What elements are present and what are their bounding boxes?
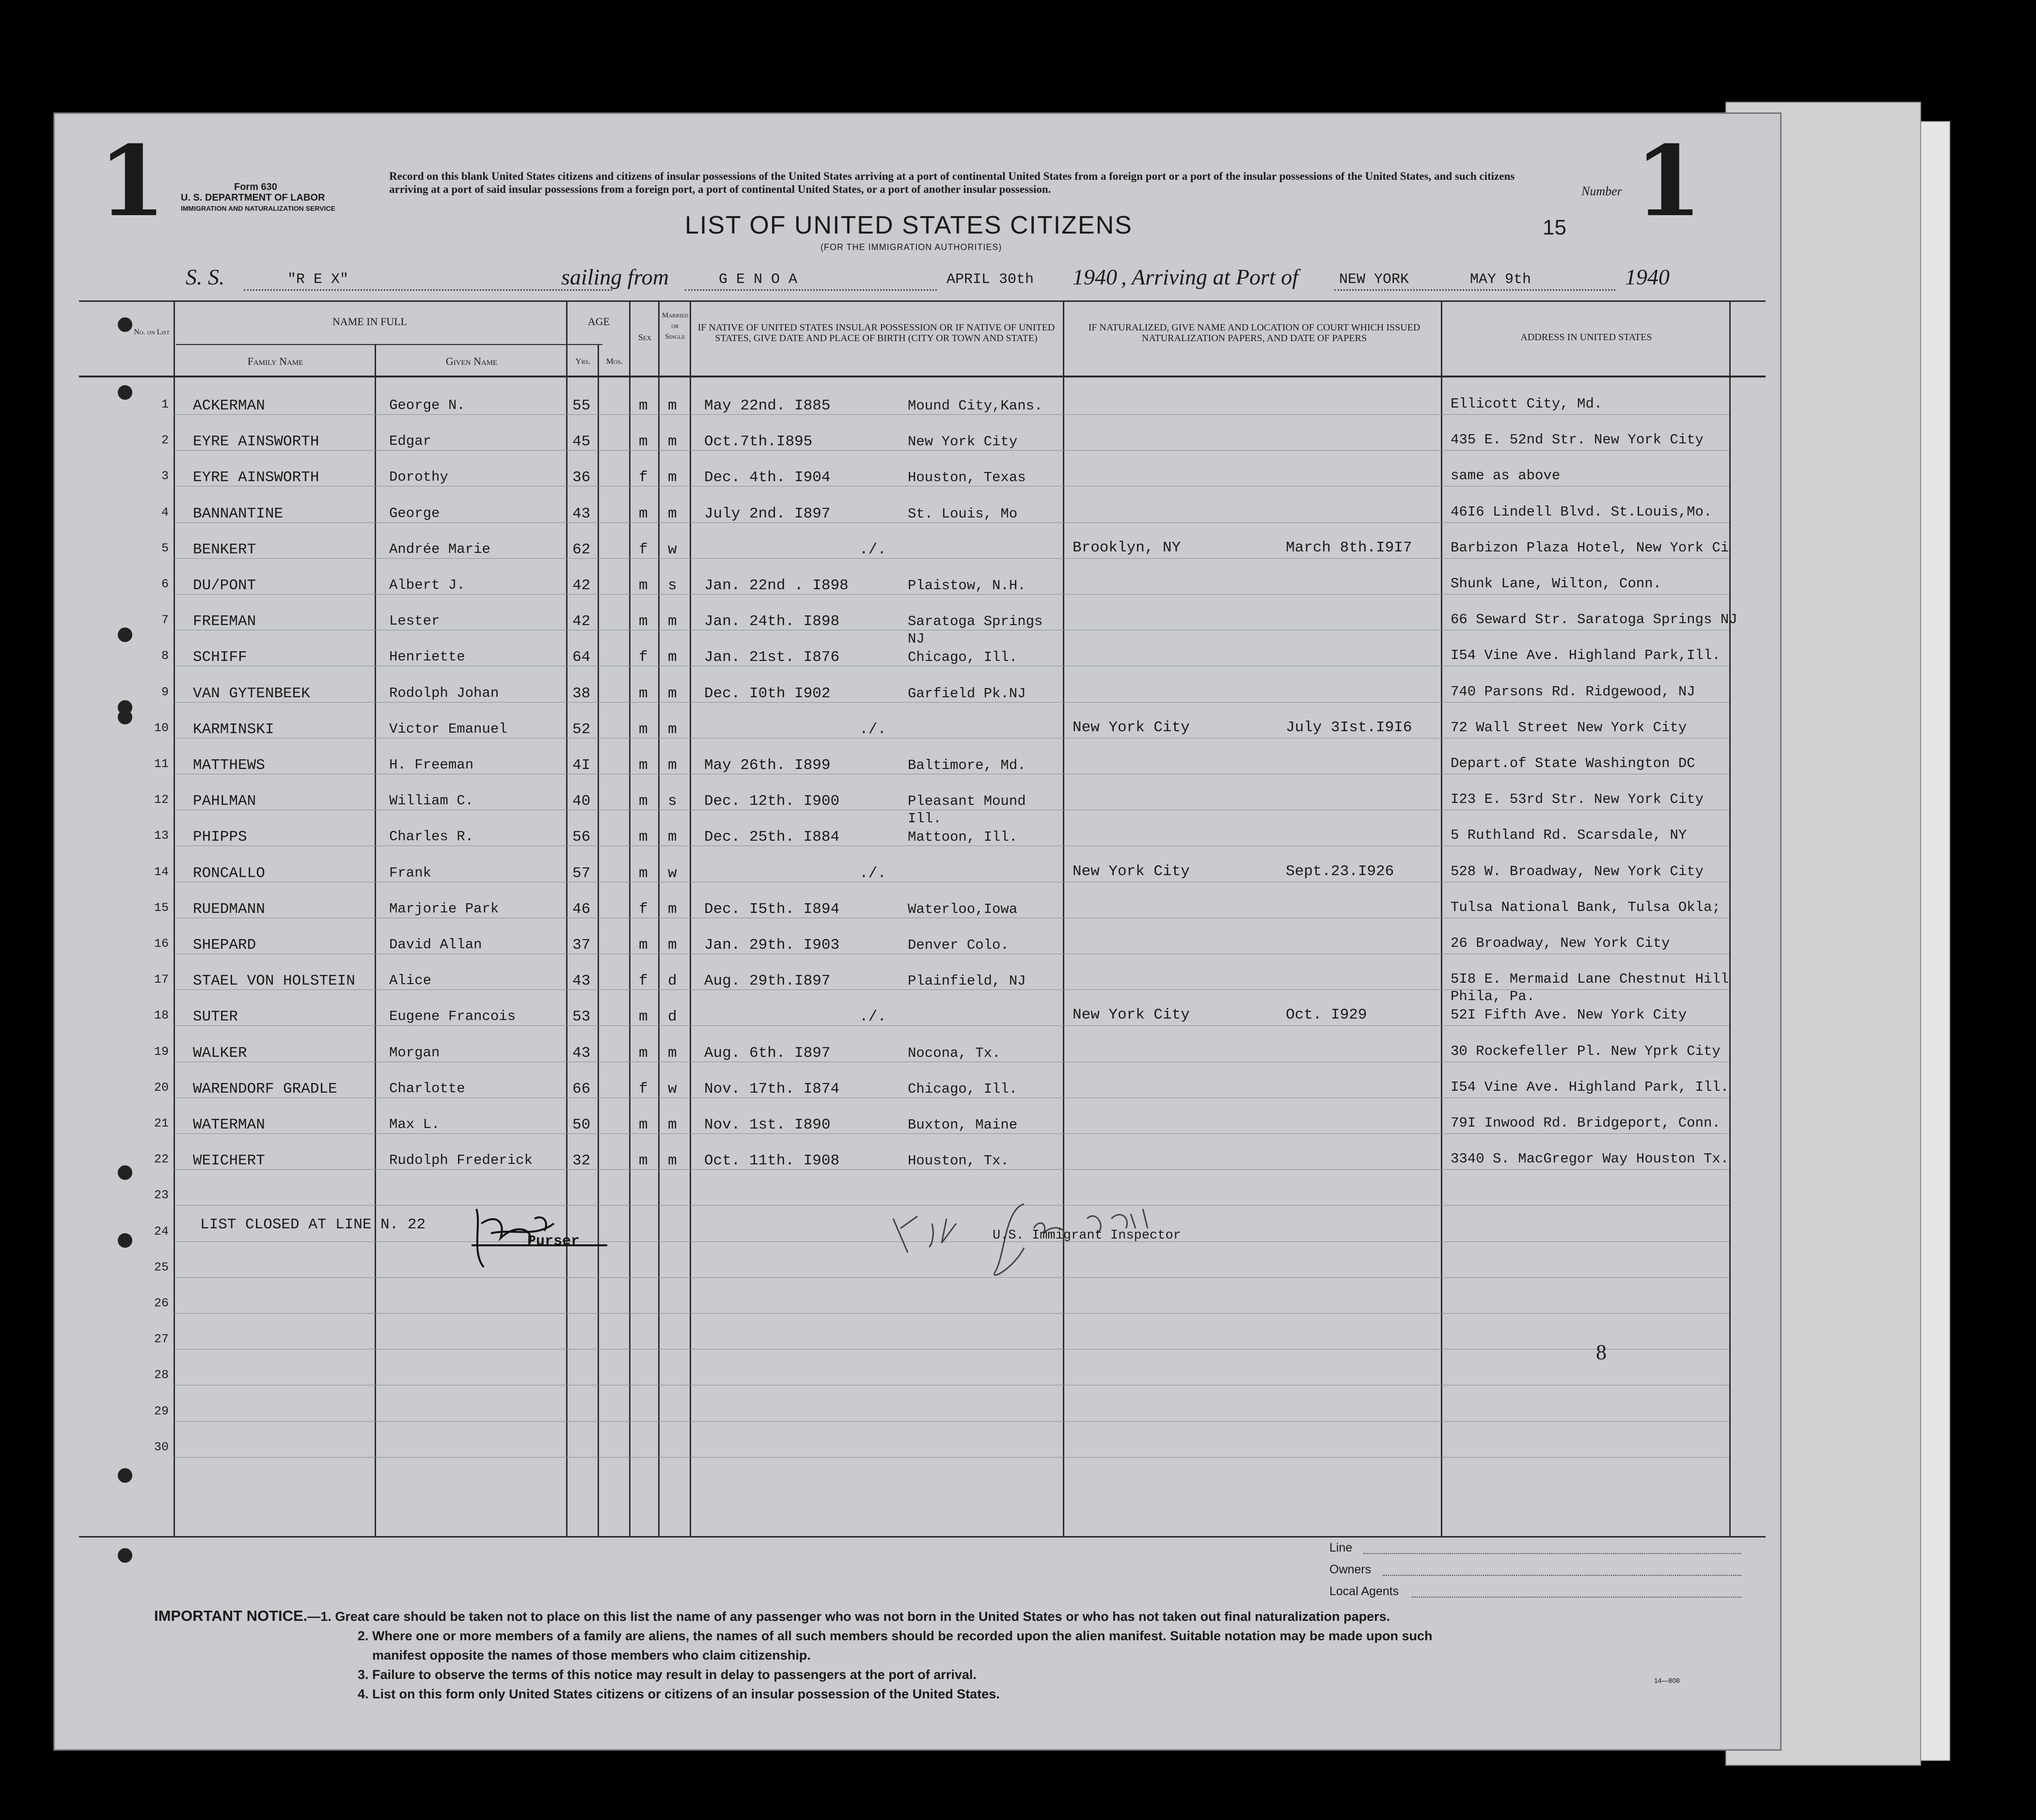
birth-date: Dec. I5th. I894 — [704, 900, 840, 918]
birth-date: Nov. 17th. I874 — [704, 1080, 840, 1098]
sex: m — [639, 1008, 648, 1026]
birth-date: July 2nd. I897 — [704, 505, 831, 522]
birth-date: Aug. 29th.I897 — [704, 973, 831, 990]
row-number: 28 — [154, 1368, 169, 1382]
sex: m — [639, 397, 648, 414]
address: 46I6 Lindell Blvd. St.Louis,Mo. — [1451, 503, 1712, 520]
row-number: 9 — [161, 685, 169, 699]
naturalization-court: New York City — [1073, 719, 1190, 736]
family-name: PHIPPS — [193, 829, 247, 846]
row-number: 30 — [154, 1440, 169, 1454]
age-years: 53 — [572, 1008, 591, 1026]
given-name: Andrée Marie — [389, 541, 490, 557]
binder-hole — [118, 317, 132, 332]
notice-item-3: 3. Failure to observe the terms of this notice may result in delay to passengers at the port of arrival. — [358, 1667, 977, 1682]
col-married: Married or Single — [662, 312, 689, 341]
sex: m — [639, 864, 648, 882]
birth-place: Waterloo,Iowa — [908, 901, 1018, 917]
age-years: 36 — [572, 469, 591, 486]
row-number: 15 — [154, 900, 169, 915]
given-name: Albert J. — [389, 577, 465, 593]
age-years: 43 — [572, 1044, 591, 1062]
birth-date: Dec. 25th. I884 — [704, 829, 840, 846]
family-name: PAHLMAN — [193, 793, 256, 810]
date-from: APRIL 30th — [947, 271, 1034, 288]
family-name: FREEMAN — [193, 613, 256, 630]
row-number: 19 — [154, 1044, 169, 1059]
port-to: NEW YORK — [1339, 271, 1409, 288]
age-years: 32 — [572, 1152, 591, 1170]
col-address: ADDRESS IN UNITED STATES — [1520, 332, 1652, 343]
birth-date: Oct.7th.I895 — [704, 433, 813, 451]
family-name: DU/PONT — [193, 577, 256, 594]
row-number: 11 — [154, 757, 169, 771]
row-number: 8 — [161, 649, 169, 663]
col-given: Given Name — [445, 355, 498, 367]
marital-status: m — [668, 937, 677, 954]
address: Shunk Lane, Wilton, Conn. — [1451, 576, 1662, 592]
sex: f — [639, 469, 648, 486]
birth-place: Mound City,Kans. — [908, 398, 1043, 414]
col-name-full: NAME IN FULL — [332, 315, 407, 328]
row-number: 25 — [154, 1260, 169, 1274]
marital-status: d — [668, 1008, 677, 1026]
sex: m — [639, 1152, 648, 1170]
birth-place: Garfield Pk.NJ — [908, 685, 1026, 702]
birth-date: Jan. 24th. I898 — [704, 613, 840, 630]
col-mos: Mos. — [606, 357, 623, 366]
owners-label: Owners — [1329, 1563, 1372, 1576]
given-name: Rodolph Johan — [389, 685, 499, 701]
marital-status: m — [668, 1116, 677, 1133]
age-years: 4I — [572, 757, 591, 774]
birth-place: Denver Colo. — [908, 937, 1009, 953]
row-number: 5 — [161, 541, 169, 555]
given-name: Dorothy — [389, 469, 448, 486]
family-name: STAEL VON HOLSTEIN — [193, 973, 355, 990]
row-number: 10 — [154, 721, 169, 735]
address: I54 Vine Ave. Highland Park,Ill. — [1451, 647, 1720, 664]
birth-date: May 26th. I899 — [704, 757, 831, 774]
marital-status: d — [668, 973, 677, 990]
birth-place: Chicago, Ill. — [908, 649, 1018, 666]
row-rule — [174, 1025, 1729, 1026]
address: 5 Ruthland Rd. Scarsdale, NY — [1451, 827, 1687, 844]
naturalization-court: Brooklyn, NY — [1073, 539, 1181, 556]
age-years: 62 — [572, 541, 591, 558]
page-mark: 8 — [1596, 1340, 1607, 1364]
binder-hole — [118, 1165, 132, 1180]
address: 5I8 E. Mermaid Lane Chestnut Hill Phila, Pa. — [1451, 971, 1729, 1005]
address: 66 Seward Str. Saratoga Springs NJ — [1451, 612, 1737, 628]
age-years: 42 — [572, 577, 591, 594]
marital-status: m — [668, 433, 677, 451]
marital-status: w — [668, 864, 677, 882]
age-years: 37 — [572, 937, 591, 954]
family-name: EYRE AINSWORTH — [193, 469, 319, 486]
col-native: IF NATIVE OF UNITED STATES INSULAR POSSESSION OR IF NATIVE OF UNITED STATES, GIVE DATE AND PLACE OF BIRTH (CITY OR TOWN AND STATE) — [697, 322, 1055, 344]
row-number: 17 — [154, 973, 169, 987]
row-number: 24 — [154, 1224, 169, 1239]
sailing-label: sailing from — [561, 265, 669, 289]
sex: f — [639, 973, 648, 990]
marital-status: m — [668, 505, 677, 522]
marital-status: s — [668, 577, 677, 594]
family-name: EYRE AINSWORTH — [193, 433, 319, 451]
marital-status: w — [668, 1080, 677, 1098]
sheet-number: 15 — [1543, 216, 1566, 239]
given-name: Victor Emanuel — [389, 721, 507, 737]
col-family: Family Name — [247, 355, 303, 367]
birth-date: May 22nd. I885 — [704, 397, 831, 414]
arriving-label: , Arriving at Port of — [1121, 265, 1298, 289]
family-name: ACKERMAN — [193, 397, 265, 414]
given-name: Edgar — [389, 433, 432, 450]
line-label: Line — [1329, 1541, 1353, 1554]
marital-status: m — [668, 469, 677, 486]
form-id — [181, 182, 335, 214]
page-subtitle: (FOR THE IMMIGRATION AUTHORITIES) — [821, 242, 1002, 252]
address: 26 Broadway, New York City — [1451, 935, 1670, 951]
sex: m — [639, 793, 648, 810]
binder-hole — [118, 628, 132, 642]
given-name: William C. — [389, 793, 474, 809]
sex: m — [639, 1116, 648, 1133]
given-name: George — [389, 505, 440, 521]
age-years: 66 — [572, 1080, 591, 1098]
family-name: RONCALLO — [193, 864, 265, 882]
family-name: KARMINSKI — [193, 721, 274, 738]
year-from: 1940 — [1073, 265, 1117, 289]
row-number: 7 — [161, 613, 169, 628]
row-rule — [174, 1457, 1729, 1458]
birth-date: Jan. 22nd . I898 — [704, 577, 849, 594]
date-to: MAY 9th — [1470, 271, 1531, 288]
sex: m — [639, 757, 648, 774]
row-number: 16 — [154, 937, 169, 951]
notice-heading: IMPORTANT NOTICE. — [154, 1607, 308, 1624]
family-name: SCHIFF — [193, 649, 247, 666]
given-name: Alice — [389, 973, 432, 989]
family-name: RUEDMANN — [193, 900, 265, 918]
address: 528 W. Broadway, New York City — [1451, 863, 1704, 879]
form-no: Form 630 — [234, 182, 277, 192]
birth-date: ./. — [859, 721, 886, 738]
given-name: Charlotte — [389, 1080, 465, 1097]
row-number: 2 — [161, 433, 169, 448]
naturalization-date: March 8th.I9I7 — [1286, 539, 1412, 556]
given-name: David Allan — [389, 937, 482, 953]
naturalization-court: New York City — [1073, 863, 1190, 880]
row-rule — [174, 1313, 1729, 1314]
marital-status: m — [668, 1044, 677, 1062]
birth-date: Dec. I0th I902 — [704, 685, 831, 702]
sex: m — [639, 577, 648, 594]
marital-status: m — [668, 685, 677, 702]
age-years: 55 — [572, 397, 591, 414]
number-label: Number — [1581, 184, 1622, 198]
birth-place: Buxton, Maine — [908, 1117, 1018, 1133]
address: 435 E. 52nd Str. New York City — [1451, 432, 1704, 448]
row-number: 26 — [154, 1296, 169, 1310]
sex: m — [639, 1044, 648, 1062]
address: I54 Vine Ave. Highland Park, Ill. — [1451, 1079, 1729, 1095]
given-name: George N. — [389, 397, 465, 413]
birth-date: Oct. 11th. I908 — [704, 1152, 840, 1170]
age-years: 40 — [572, 793, 591, 810]
binder-hole — [118, 385, 132, 400]
port-from: G E N O A — [719, 271, 798, 288]
age-years: 43 — [572, 973, 591, 990]
birth-date: Dec. 12th. I900 — [704, 793, 840, 810]
birth-date: Nov. 1st. I890 — [704, 1116, 831, 1133]
row-number: 27 — [154, 1332, 169, 1347]
naturalization-date: Sept.23.I926 — [1286, 863, 1394, 880]
birth-place: Plainfield, NJ — [908, 973, 1026, 989]
binder-hole — [118, 1233, 132, 1248]
family-name: BANNANTINE — [193, 505, 284, 522]
birth-place: Mattoon, Ill. — [908, 829, 1018, 846]
naturalization-court: New York City — [1073, 1006, 1190, 1024]
marital-status: m — [668, 829, 677, 846]
col-naturalized: IF NATURALIZED, GIVE NAME AND LOCATION OF COURT WHICH ISSUED NATURALIZATION PAPERS, AND DATE OF PAPERS — [1088, 322, 1420, 344]
given-name: Morgan — [389, 1044, 440, 1061]
address: 30 Rockefeller Pl. New Yprk City — [1451, 1043, 1720, 1059]
birth-place: Houston, Tx. — [908, 1153, 1009, 1169]
binder-hole — [118, 1468, 132, 1483]
family-name: BENKERT — [193, 541, 256, 558]
birth-date: Jan. 21st. I876 — [704, 649, 840, 666]
col-no: No. on List — [134, 328, 170, 336]
address: I23 E. 53rd Str. New York City — [1451, 791, 1704, 808]
list-closed: LIST CLOSED AT LINE N. 22 — [200, 1216, 426, 1233]
given-name: Charles R. — [389, 829, 474, 845]
age-years: 43 — [572, 505, 591, 522]
naturalization-date: July 3Ist.I9I6 — [1286, 719, 1412, 736]
given-name: Henriette — [389, 649, 465, 665]
sex: m — [639, 721, 648, 738]
sex: m — [639, 433, 648, 451]
given-name: Lester — [389, 613, 440, 629]
notice-item-2b: manifest opposite the names of those members who claim citizenship. — [372, 1648, 811, 1663]
marital-status: s — [668, 793, 677, 810]
notice-item-4: 4. List on this form only United States citizens or citizens of an insular possession of the United States. — [358, 1687, 1000, 1701]
row-rule — [174, 558, 1729, 559]
row-rule — [174, 1421, 1729, 1422]
row-number: 14 — [154, 864, 169, 879]
notice-item-1: —1. Great care should be taken not to place on this list the name of any passenger who was not born in the United States or who has not taken out final naturalization papers. — [307, 1609, 1390, 1624]
sex: m — [639, 829, 648, 846]
sex: f — [639, 900, 648, 918]
birth-date: Jan. 29th. I903 — [704, 937, 840, 954]
service: IMMIGRATION AND NATURALIZATION SERVICE — [181, 204, 335, 212]
address: Ellicott City, Md. — [1451, 396, 1603, 412]
marital-status: m — [668, 900, 677, 918]
purser-label: Purser — [527, 1233, 580, 1250]
sex: m — [639, 505, 648, 522]
col-age: AGE — [587, 315, 610, 328]
marital-status: m — [668, 649, 677, 666]
birth-place: Plaistow, N.H. — [908, 578, 1026, 594]
row-number: 18 — [154, 1008, 169, 1023]
address: same as above — [1451, 468, 1561, 484]
row-number: 20 — [154, 1080, 169, 1095]
local-agents-label: Local Agents — [1329, 1585, 1399, 1598]
page-title: LIST OF UNITED STATES CITIZENS — [685, 211, 1133, 239]
form-number-left: 1 — [98, 125, 166, 238]
age-years: 56 — [572, 829, 591, 846]
birth-date: ./. — [859, 1008, 886, 1026]
year-to: 1940 — [1625, 265, 1670, 289]
col-yrs: Yrs. — [575, 357, 591, 366]
age-years: 38 — [572, 685, 591, 702]
birth-date: ./. — [859, 541, 886, 558]
col-sex: Sex — [638, 332, 652, 342]
birth-place: St. Louis, Mo — [908, 505, 1018, 522]
family-name: WALKER — [193, 1044, 247, 1062]
address: Tulsa National Bank, Tulsa Okla; — [1451, 899, 1720, 915]
address: Depart.of State Washington DC — [1451, 755, 1695, 771]
row-number: 12 — [154, 793, 169, 807]
ship-name: "R E X" — [287, 271, 349, 288]
form-code: 14—808 — [1654, 1677, 1680, 1684]
given-name: Frank — [389, 864, 432, 881]
family-name: MATTHEWS — [193, 757, 265, 774]
family-name: WEICHERT — [193, 1152, 265, 1170]
birth-place: Pleasant Mound Ill. — [908, 793, 1026, 827]
birth-date: ./. — [859, 864, 886, 882]
birth-place: Nocona, Tx. — [908, 1045, 1001, 1061]
family-name: SUTER — [193, 1008, 238, 1026]
address: 52I Fifth Ave. New York City — [1451, 1007, 1687, 1023]
row-number: 6 — [161, 577, 169, 591]
given-name: Max L. — [389, 1116, 440, 1132]
sex: m — [639, 685, 648, 702]
binder-hole — [118, 1548, 132, 1563]
given-name: Eugene Francois — [389, 1008, 516, 1025]
ss-label: S. S. — [186, 265, 225, 289]
marital-status: m — [668, 757, 677, 774]
given-name: Marjorie Park — [389, 900, 499, 917]
family-name: WARENDORF GRADLE — [193, 1080, 337, 1098]
given-name: H. Freeman — [389, 757, 474, 773]
address: Barbizon Plaza Hotel, New York Ci — [1451, 539, 1729, 556]
row-number: 22 — [154, 1152, 169, 1167]
marital-status: m — [668, 1152, 677, 1170]
address: 79I Inwood Rd. Bridgeport, Conn. — [1451, 1115, 1720, 1131]
row-number: 1 — [161, 397, 169, 411]
address: 72 Wall Street New York City — [1451, 719, 1687, 736]
sex: f — [639, 1080, 648, 1098]
marital-status: m — [668, 613, 677, 630]
address: 740 Parsons Rd. Ridgewood, NJ — [1451, 683, 1695, 700]
age-years: 45 — [572, 433, 591, 451]
age-years: 57 — [572, 864, 591, 882]
row-number: 23 — [154, 1188, 169, 1203]
sex: f — [639, 649, 648, 666]
sex: f — [639, 541, 648, 558]
record-instructions: Record on this blank United States citizens and citizens of insular possessions of the United States arriving at a port of continental United States from a foreign port or a port of the insular possessions of the United States, and such citizens arriving at a port of said insular possessions from a foreign port, a port of continental United States, or a port of another insular possession. — [389, 170, 1515, 195]
manifest-page — [53, 112, 1782, 1751]
family-name: SHEPARD — [193, 937, 256, 954]
birth-date: Aug. 6th. I897 — [704, 1044, 831, 1062]
age-years: 64 — [572, 649, 591, 666]
row-number: 4 — [161, 505, 169, 519]
age-years: 46 — [572, 900, 591, 918]
age-years: 50 — [572, 1116, 591, 1133]
birth-place: Saratoga Springs NJ — [908, 613, 1043, 647]
naturalization-date: Oct. I929 — [1286, 1006, 1367, 1024]
given-name: Rudolph Frederick — [389, 1152, 533, 1169]
birth-place: Houston, Texas — [908, 470, 1026, 486]
binder-hole — [118, 710, 132, 724]
age-years: 52 — [572, 721, 591, 738]
row-number: 13 — [154, 829, 169, 843]
row-number: 21 — [154, 1116, 169, 1130]
birth-place: New York City — [908, 434, 1018, 450]
sex: m — [639, 937, 648, 954]
marital-status: w — [668, 541, 677, 558]
marital-status: m — [668, 397, 677, 414]
important-notice — [154, 1606, 1433, 1704]
birth-place: Baltimore, Md. — [908, 757, 1026, 773]
notice-item-2a: 2. Where one or more members of a family are aliens, the names of all such members should be recorded upon the alien manifest. Suitable notation may be made upon such — [358, 1629, 1433, 1643]
age-years: 42 — [572, 613, 591, 630]
address: 3340 S. MacGregor Way Houston Tx. — [1451, 1151, 1729, 1167]
family-name: VAN GYTENBEEK — [193, 685, 310, 702]
marital-status: m — [668, 721, 677, 738]
birth-date: Dec. 4th. I904 — [704, 469, 831, 486]
inspector-label: U.S. Immigrant Inspector — [993, 1228, 1181, 1243]
sex: m — [639, 613, 648, 630]
row-number: 29 — [154, 1404, 169, 1418]
form-number-right: 1 — [1635, 125, 1703, 238]
birth-place: Chicago, Ill. — [908, 1081, 1018, 1097]
row-number: 3 — [161, 469, 169, 484]
family-name: WATERMAN — [193, 1116, 265, 1133]
department: U. S. DEPARTMENT OF LABOR — [181, 192, 325, 203]
